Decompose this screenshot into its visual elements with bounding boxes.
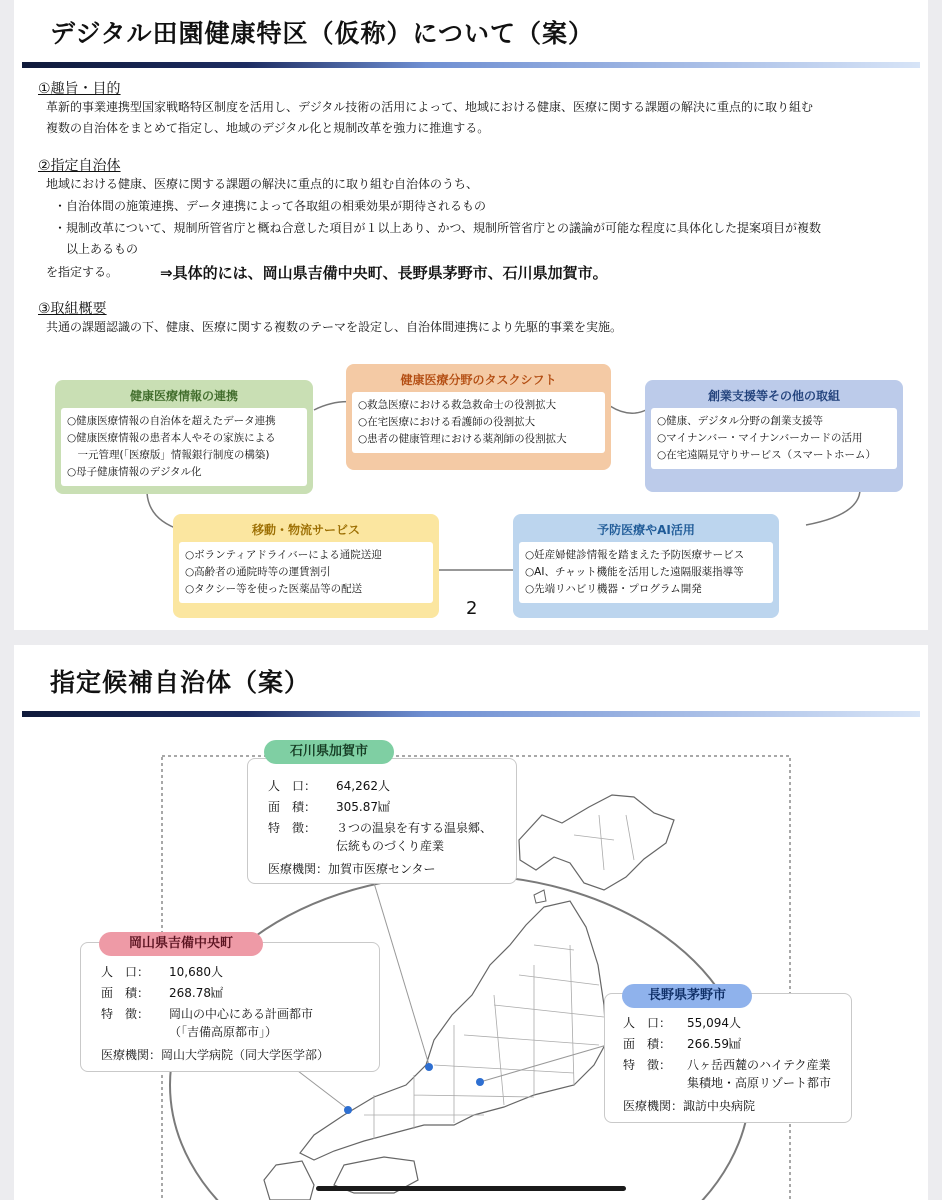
feature-label: 特 徴： (268, 821, 317, 835)
purpose-line-1: 革新的事業連携型国家戦略特区制度を活用し、デジタル技術の活用によって、地域における健康、医療に関する課題の解決に重点的に取り組む (46, 100, 814, 114)
list-item: ○在宅遠隔見守りサービス（スマートホーム） (657, 449, 876, 461)
hospital-label: 医療機関： (268, 862, 329, 876)
list-item: ○健康、デジタル分野の創業支援等 (657, 415, 824, 427)
chino-location-marker (476, 1078, 484, 1086)
population-row (623, 1014, 843, 1032)
area-label: 面 積： (623, 1037, 672, 1051)
kibi-location-marker (344, 1106, 352, 1114)
purpose-line-2: 複数の自治体をまとめて指定し、地域のデジタル化と規制改革を強力に推進する。 (46, 121, 490, 135)
population-row (268, 777, 506, 795)
hospital-row (101, 1046, 369, 1064)
slide-1 (14, 0, 928, 630)
kaga-location-marker (425, 1063, 433, 1071)
category-title: 健康医療情報の連携 (129, 389, 238, 403)
slide-title: デジタル田園健康特区（仮称）について（案） (50, 19, 595, 48)
category-items (651, 408, 897, 469)
feature-value-2: （「吉備高原都市」） (169, 1025, 278, 1039)
category-title: 移動・物流サービス (251, 523, 360, 537)
area-label: 面 積： (268, 800, 317, 814)
category-items (179, 542, 433, 603)
home-indicator[interactable] (316, 1186, 626, 1191)
kaga-name-badge: 石川県加賀市 (264, 740, 394, 764)
population-value: 10,680人 (169, 965, 223, 979)
feature-value-1: ３つの温泉を有する温泉郷、 (336, 821, 493, 835)
designation-bullet-2-cont: 以上あるもの (66, 242, 139, 256)
feature-row (268, 819, 506, 855)
list-item: ○健康医療情報の自治体を超えたデータ連携 (67, 415, 276, 427)
category-items (61, 408, 307, 486)
hospital-value: 岡山大学病院（同大学医学部） (161, 1048, 330, 1062)
category-title: 予防医療やAI活用 (597, 523, 695, 537)
list-item: ○妊産婦健診情報を踏まえた予防医療サービス (525, 549, 745, 561)
list-item: ○健康医療情報の患者本人やその家族による (67, 432, 276, 444)
area-row (101, 984, 369, 1002)
feature-value-2: 集積地・高原リゾート都市 (687, 1076, 832, 1090)
hospital-value: 加賀市医療センター (328, 862, 436, 876)
population-label: 人 口： (268, 779, 317, 793)
designation-suffix: を指定する。 (46, 265, 119, 279)
connection-ring (14, 0, 928, 630)
slide-title: 指定候補自治体（案） (50, 668, 311, 697)
population-row (101, 963, 369, 981)
feature-value-2: 伝統ものづくり産業 (336, 839, 445, 853)
kibi-name-badge: 岡山県吉備中央町 (99, 932, 263, 956)
area-value: 305.87㎢ (336, 800, 390, 814)
hospital-label: 医療機関： (101, 1048, 162, 1062)
overview-line-1: 共通の課題認識の下、健康、医療に関する複数のテーマを設定し、自治体間連携により先駆的事業を実施。 (46, 320, 623, 334)
feature-value-1: 八ヶ岳西麓のハイテク産業 (687, 1058, 831, 1072)
category-preventive-ai (513, 514, 779, 618)
population-value: 55,094人 (687, 1016, 741, 1030)
slide-2 (14, 645, 928, 1200)
section-heading-purpose: ①趣旨・目的 (38, 81, 121, 97)
category-items (519, 542, 773, 603)
list-item: ○マイナンバー・マイナンバーカードの活用 (657, 432, 863, 444)
category-title: 健康医療分野のタスクシフト (400, 373, 557, 387)
feature-value-1: 岡山の中心にある計画都市 (169, 1007, 314, 1021)
designated-municipalities: ⇒具体的には、岡山県吉備中央町、長野県茅野市、石川県加賀市。 (160, 264, 608, 282)
designation-bullet-2: ・規制改革について、規制所管省庁と概ね合意した項目が１以上あり、かつ、規制所管省庁との議論が可能な程度に具体化した提案項目が複数 (54, 221, 822, 235)
category-mobility (173, 514, 439, 618)
chino-name-badge: 長野県茅野市 (622, 984, 752, 1008)
list-item: 一元管理(「医療版」情報銀行制度の構築) (67, 449, 270, 461)
area-value: 266.59㎢ (687, 1037, 741, 1051)
chino-info-card (604, 993, 852, 1123)
list-item: ○AI、チャット機能を活用した遠隔服薬指導等 (525, 566, 744, 578)
population-label: 人 口： (623, 1016, 672, 1030)
section-heading-designation: ②指定自治体 (38, 158, 121, 174)
category-items (352, 392, 605, 453)
list-item: ○高齢者の通院時等の運賃割引 (185, 566, 331, 578)
area-value: 268.78㎢ (169, 986, 223, 1000)
list-item: ○ボランティアドライバーによる通院送迎 (185, 549, 382, 561)
list-item: ○先端リハビリ機器・プログラム開発 (525, 583, 702, 595)
area-row (268, 798, 506, 816)
list-item: ○タクシー等を使った医薬品等の配送 (185, 583, 363, 595)
hospital-row (623, 1097, 843, 1115)
category-title: 創業支援等その他の取組 (707, 389, 840, 403)
kaga-info-card (247, 758, 517, 884)
hospital-value: 諏訪中央病院 (683, 1099, 756, 1113)
feature-row (101, 1005, 369, 1041)
hospital-row (268, 860, 506, 878)
list-item: ○母子健康情報のデジタル化 (67, 466, 202, 478)
section-heading-overview: ③取組概要 (38, 301, 107, 317)
hospital-label: 医療機関： (623, 1099, 684, 1113)
feature-label: 特 徴： (101, 1007, 150, 1021)
category-health-info (55, 380, 313, 494)
population-value: 64,262人 (336, 779, 390, 793)
area-row (623, 1035, 843, 1053)
designation-intro: 地域における健康、医療に関する課題の解決に重点的に取り組む自治体のうち、 (46, 177, 479, 191)
area-label: 面 積： (101, 986, 150, 1000)
category-startup (645, 380, 903, 492)
feature-row (623, 1056, 843, 1092)
feature-label: 特 徴： (623, 1058, 672, 1072)
list-item: ○在宅医療における看護師の役割拡大 (358, 416, 536, 428)
category-task-shift (346, 364, 611, 470)
kibi-info-card (80, 942, 380, 1072)
list-item: ○患者の健康管理における薬剤師の役割拡大 (358, 433, 567, 445)
designation-bullet-1: ・自治体間の施策連携、データ連携によって各取組の相乗効果が期待されるもの (54, 199, 487, 213)
population-label: 人 口： (101, 965, 150, 979)
page-number: 2 (466, 598, 478, 619)
list-item: ○救急医療における救急救命士の役割拡大 (358, 399, 557, 411)
